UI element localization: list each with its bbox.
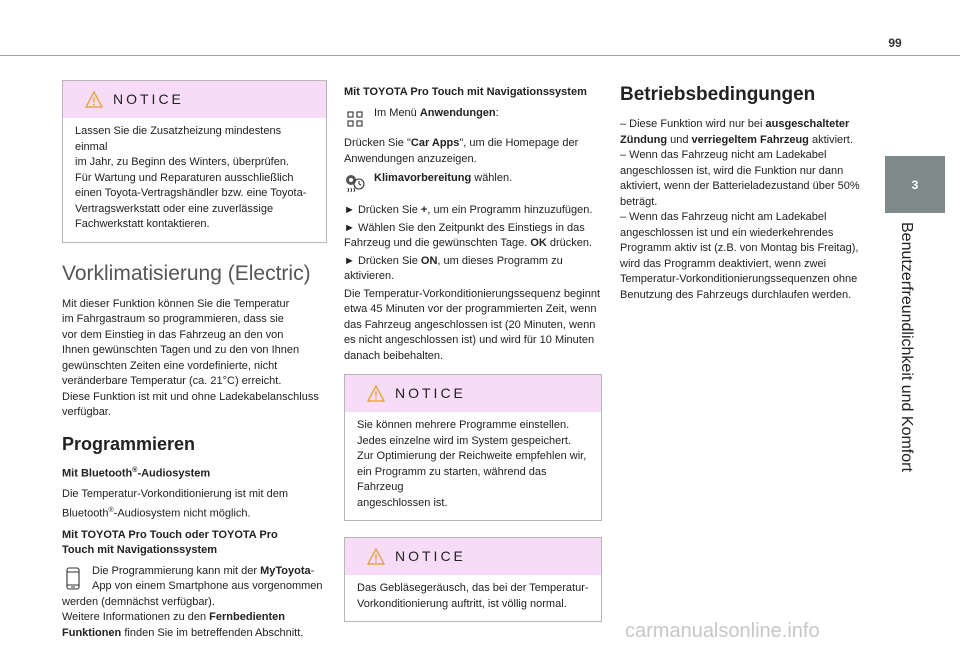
notice-header — [345, 375, 601, 412]
step-add-program: ► Drücken Sie +, um ein Programm hinzuzufügen. — [344, 204, 593, 216]
car-apps-text: Drücken Sie "Car Apps", um die Homepage der Anwendungen anzuzeigen. — [344, 137, 579, 165]
notice-title: NOTICE — [395, 384, 466, 401]
nav-heading: Mit TOYOTA Pro Touch mit Navigationssystem — [344, 86, 587, 98]
section-heading: Vorklimatisierung (Electric) — [62, 261, 311, 285]
notice-header — [63, 81, 326, 118]
subsection-heading: Programmieren — [62, 433, 196, 454]
column-left — [62, 80, 327, 647]
notice-title: NOTICE — [395, 547, 466, 564]
notice-text: Sie können mehrere Programme einstellen. Jedes einzelne wird im System gespeichert. Zur Optimierung der Reichweite empfehlen wir, ein Programm zu starten, während das Fahrzeug angeschlossen ist. — [357, 419, 587, 509]
chapter-tab[interactable]: 3 — [885, 156, 945, 213]
pro-touch-text: Die Programmierung kann mit der MyToyota-App von einem Smartphone aus vorgenommen werden (demnächst verfügbar). Weitere Informationen zu den Fernbedienten Funktionen finden Sie im betreffenden Abschnitt. — [62, 564, 323, 639]
applications-row — [344, 106, 602, 130]
bluetooth-text: Die Temperatur-Vorkonditionierung ist mit dem Bluetooth®-Audiosystem nicht möglich. — [62, 488, 289, 520]
condition-item: – Wenn das Fahrzeug nicht am Ladekabel angeschlossen ist und ein wiederkehrendes Programm aktiv ist (z.B. von Montag bis Freitag), wird das Programm deaktiviert, wenn zwei Temperatur-Vorkonditionierungssequenzen ohne Benutzung des Fahrzeugs durchlaufen werden. — [620, 211, 859, 301]
header-rule — [0, 55, 960, 56]
notice-text: Lassen Sie die Zusatzheizung mindestens einmal im Jahr, zu Beginn des Winters, überprüfen. Für Wartung und Reparaturen ausschließlich einen Toyota-Vertragshändler bzw. eine Toyota- Vertragswerkstatt oder eine zuverlässige Fachwerkstatt kontaktieren. — [75, 125, 307, 230]
watermark: carmanualsonline.info — [625, 620, 820, 642]
smartphone-icon — [62, 566, 84, 592]
notice-box — [344, 374, 602, 521]
chapter-sidebar — [885, 213, 945, 649]
applications-text: Im Menü Anwendungen: — [374, 107, 499, 119]
pro-touch-heading: Mit TOYOTA Pro Touch oder TOYOTA Pro Touch mit Navigationssystem — [62, 528, 278, 556]
condition-item: – Diese Funktion wird nur bei ausgeschalteter Zündung und verriegeltem Fahrzeug aktiviert. — [620, 118, 853, 146]
chapter-title: Benutzerfreundlichkeit und Komfort — [898, 222, 915, 472]
bluetooth-heading: Mit Bluetooth®-Audiosystem — [62, 466, 211, 480]
column-right — [620, 80, 872, 309]
climate-text: Klimavorbereitung wählen. — [374, 172, 513, 184]
notice-box — [344, 537, 602, 622]
intro-paragraph: Mit dieser Funktion können Sie die Temperatur im Fahrgastraum so programmieren, dass sie vor dem Einstieg in das Fahrzeug an den von Ihnen gewünschten Tagen und zu den von Ihnen gewünschten Zeiten eine vordefinierte, nicht veränderbare Temperatur (ca. 21°C) erreicht. Diese Funktion ist mit und ohne Ladekabelanschluss verfügbar. — [62, 297, 319, 418]
warning-icon — [367, 385, 385, 402]
climate-row — [344, 171, 602, 195]
climate-preconditioning-icon — [344, 173, 366, 195]
warning-icon — [85, 91, 103, 108]
notice-title: NOTICE — [113, 90, 184, 107]
notice-box — [62, 80, 327, 243]
notice-header — [345, 538, 601, 575]
step-activate: ► Drücken Sie ON, um dieses Programm zu aktivieren. — [344, 254, 563, 282]
page-number: 99 — [888, 36, 902, 50]
step-select-time: ► Wählen Sie den Zeitpunkt des Einstiegs in das Fahrzeug und die gewünschten Tage. OK drücken. — [344, 221, 593, 249]
sequence-text: Die Temperatur-Vorkonditionierungssequenz beginnt etwa 45 Minuten vor der programmierten Zeit, wenn das Fahrzeug angeschlossen ist (20 Minuten, wenn es nicht angeschlossen ist) und wird für 10 Minuten danach beibehalten. — [344, 287, 601, 362]
notice-text: Das Gebläsegeräusch, das bei der Temperatur- Vorkonditionierung auftritt, ist völlig normal. — [357, 582, 589, 610]
column-middle — [344, 80, 602, 638]
conditions-heading: Betriebsbedingungen — [620, 84, 816, 105]
warning-icon — [367, 548, 385, 565]
applications-grid-icon — [344, 108, 366, 130]
condition-item: – Wenn das Fahrzeug nicht am Ladekabel angeschlossen ist, wird die Funktion nur dann aktiviert, wenn der Batterieladezustand über 50% beträgt. — [620, 149, 860, 208]
